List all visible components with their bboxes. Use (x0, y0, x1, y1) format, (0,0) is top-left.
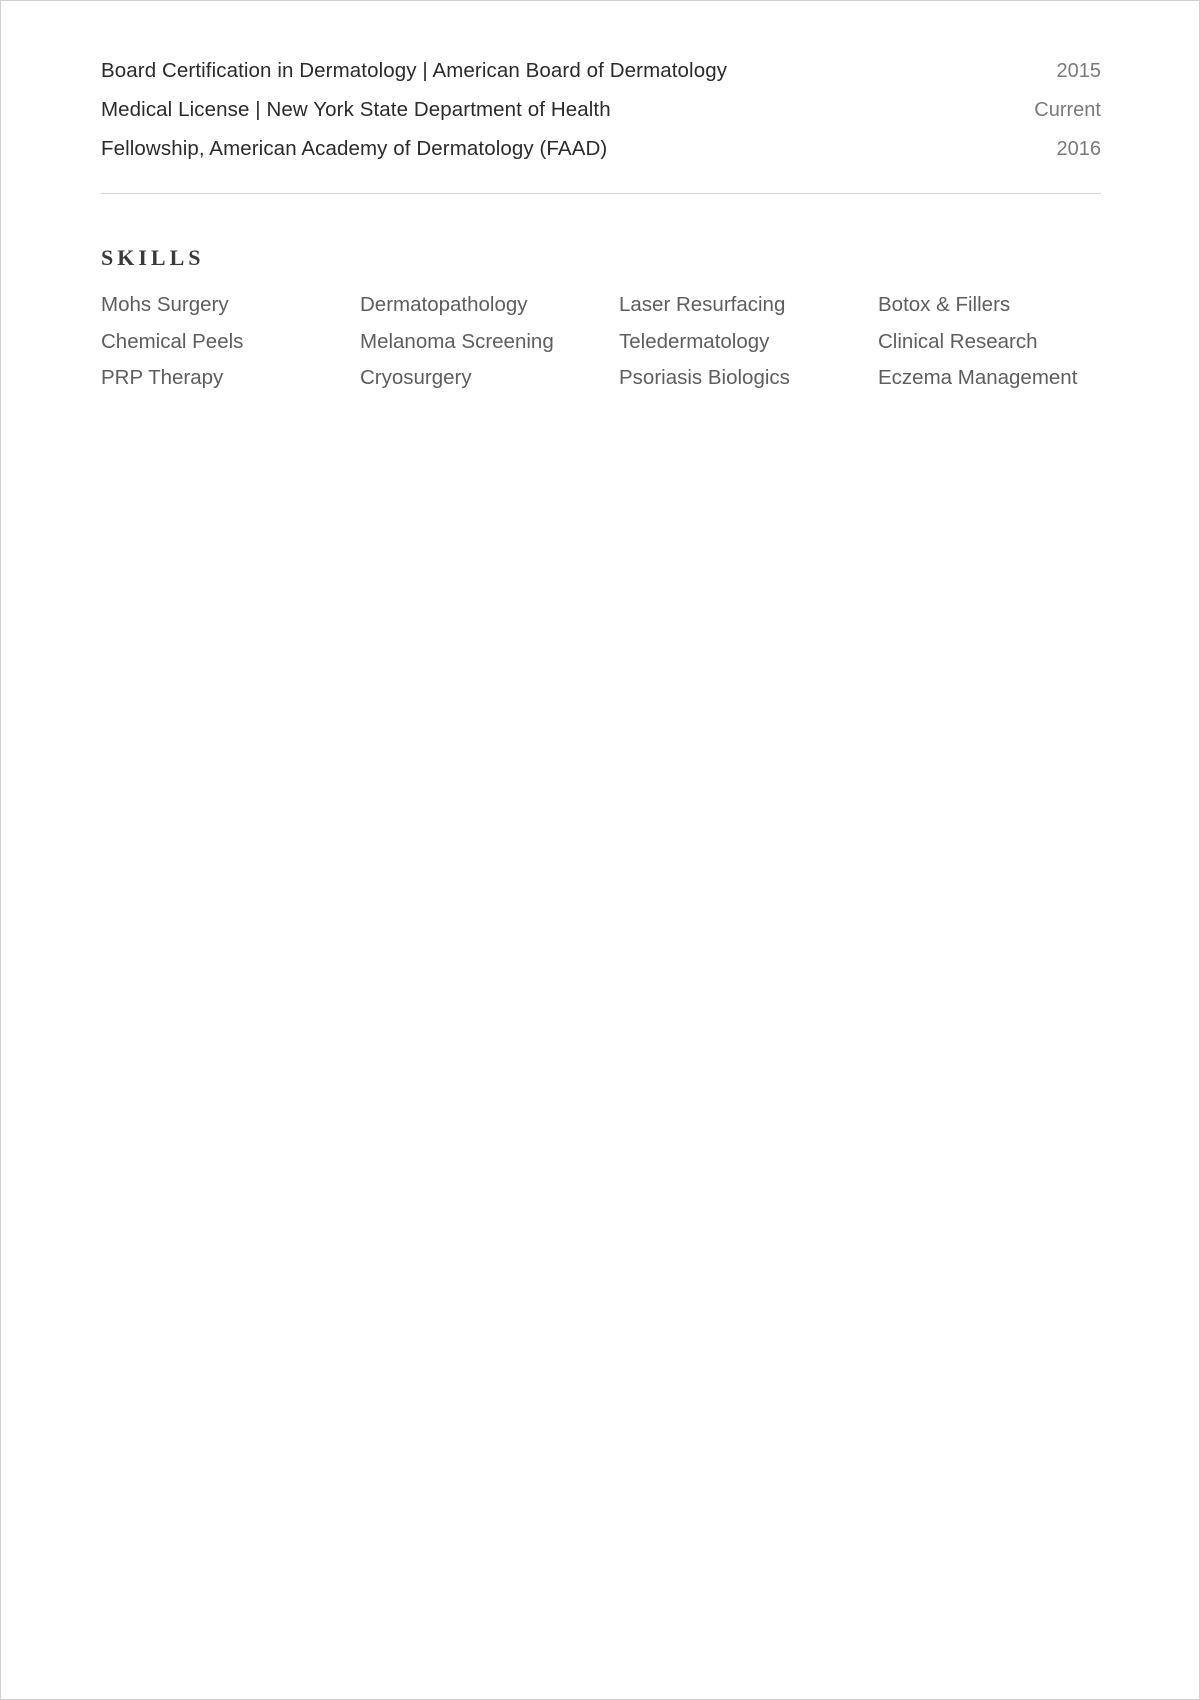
certification-row (101, 137, 1101, 176)
skill-item: Teledermatology (619, 329, 770, 353)
certification-year: 2016 (1056, 138, 1101, 160)
section-divider (101, 193, 1101, 194)
skill-item: Clinical Research (878, 329, 1038, 353)
skill-item: Cryosurgery (360, 366, 472, 389)
certification-year: Current (1034, 99, 1101, 121)
certification-year: 2015 (1056, 60, 1101, 82)
skill-item: Melanoma Screening (360, 329, 554, 353)
resume-content (101, 59, 1101, 403)
skill-item: Chemical Peels (101, 329, 244, 353)
certification-title: Fellowship, American Academy of Dermatology (FAAD) (101, 137, 608, 160)
certification-title: Board Certification in Dermatology | American Board of Dermatology (101, 59, 728, 82)
certification-row (101, 59, 1101, 98)
skill-item: PRP Therapy (101, 366, 224, 389)
skill-item: Eczema Management (878, 366, 1078, 389)
certifications-list (101, 59, 1101, 176)
certification-title: Medical License | New York State Department of Health (101, 98, 611, 121)
skill-item: Laser Resurfacing (619, 293, 786, 316)
skill-item: Mohs Surgery (101, 293, 229, 316)
skill-item: Botox & Fillers (878, 293, 1011, 316)
certification-row (101, 98, 1101, 137)
skill-item: Dermatopathology (360, 293, 528, 316)
skills-grid (101, 293, 1101, 403)
skill-item: Psoriasis Biologics (619, 366, 790, 389)
skills-heading: SKILLS (101, 245, 205, 270)
